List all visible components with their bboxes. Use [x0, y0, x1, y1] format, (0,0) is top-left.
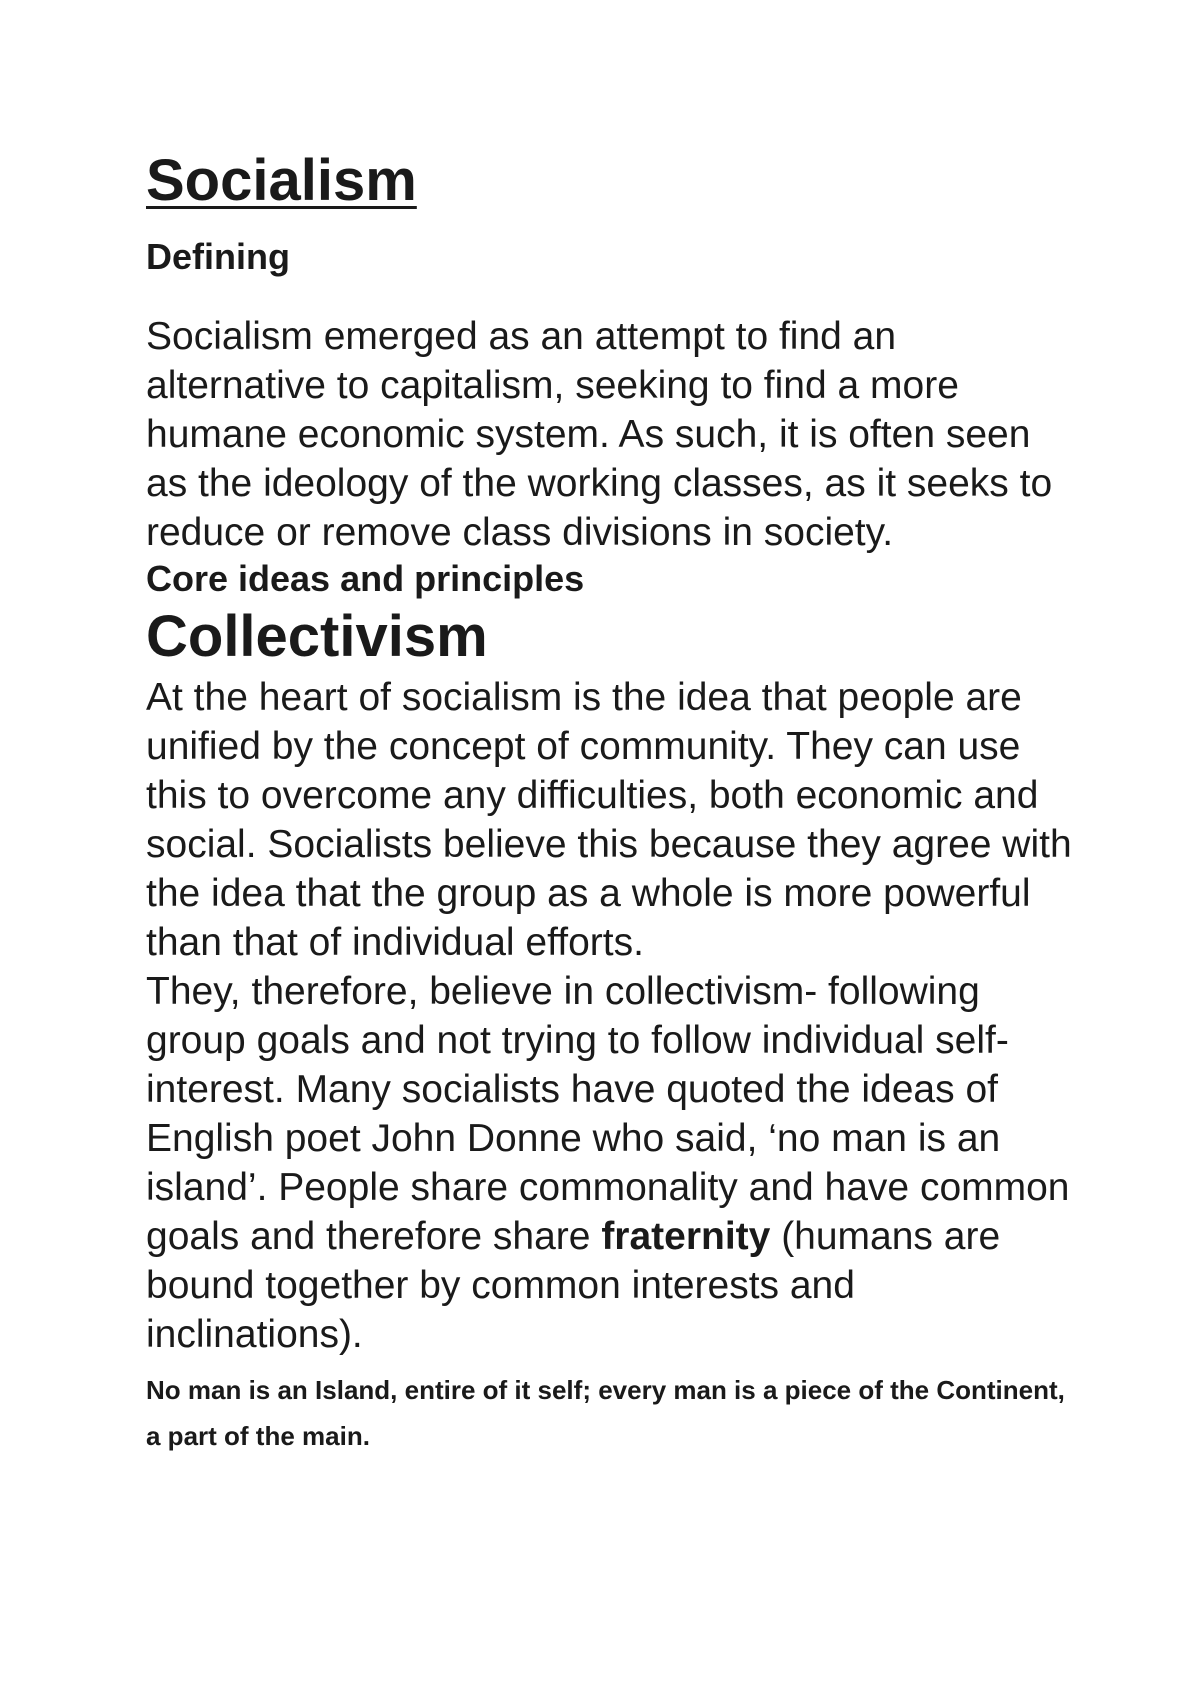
- page-title: Socialism: [146, 148, 417, 213]
- document-page: [146, 146, 1076, 1459]
- core-ideas-heading: Core ideas and principles: [146, 558, 585, 599]
- defining-heading: Defining: [146, 236, 290, 277]
- collectivism-paragraph-2: [146, 967, 1076, 1359]
- collectivism-heading: Collectivism: [146, 604, 488, 669]
- paragraph-text-before: They, therefore, believe in collectivism- following group goals and not trying to follow individual self-interest. Many socialists have quoted the ideas of English poet John Donne who said, ‘no man is an island’. People share commonality and have common goals and therefore share: [146, 970, 1070, 1258]
- paragraph-text-after: (humans are bound together by common interests and inclinations).: [146, 1215, 1001, 1356]
- donne-quote: No man is an Island, entire of it self; every man is a piece of the Continent, a part of the main.: [146, 1375, 1065, 1451]
- collectivism-paragraph-1: At the heart of socialism is the idea that people are unified by the concept of community. They can use this to overcome any difficulties, both economic and social. Socialists believe this because they agree with the idea that the group as a whole is more powerful than that of individual efforts.: [146, 676, 1072, 964]
- fraternity-term: fraternity: [601, 1215, 771, 1258]
- defining-paragraph: Socialism emerged as an attempt to find an alternative to capitalism, seeking to find a more humane economic system. As such, it is often seen as the ideology of the working classes, as it seeks to reduce or remove class divisions in society.: [146, 315, 1053, 554]
